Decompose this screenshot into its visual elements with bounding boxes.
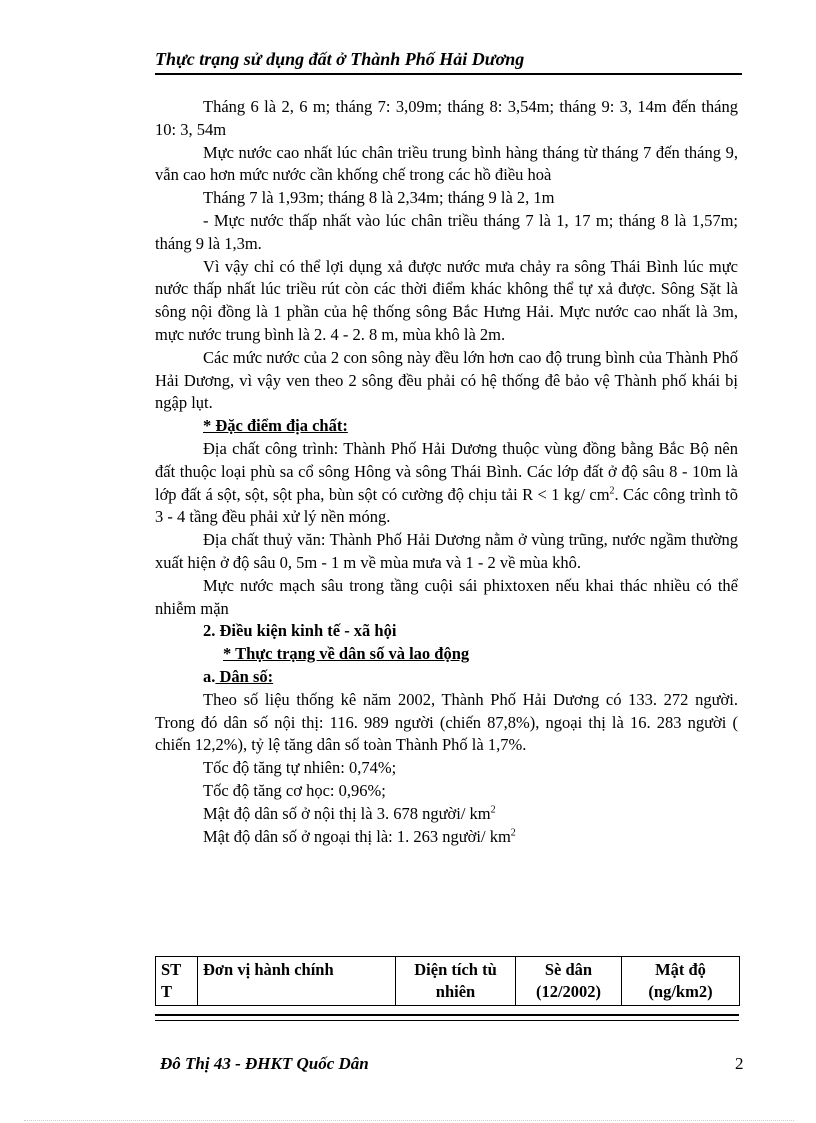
footer-text: Đô Thị 43 - ĐHKT Quốc Dân bbox=[160, 1054, 369, 1073]
paragraph: Mực nước cao nhất lúc chân triều trung bình hàng tháng từ tháng 7 đến tháng 9, vẫn cao hơn mức nước cần khống chế trong các hồ điều hoà bbox=[155, 142, 738, 185]
superscript: 2 bbox=[510, 827, 516, 838]
header-cell-density bbox=[622, 957, 740, 1006]
text: Địa chất công trình: Thành Phố Hải Dương thuộc vùng đồng bằng Bắc Bộ nên đất thuộc loại phù sa cổ sông Hông và sông Thái Bình. Các lớp đất ở độ sâu 8 - 10m là lớp đất á sột, sột, sột pha, bùn sột có cường độ chịu tải R < 1 kg/ cm bbox=[155, 438, 738, 504]
header-cell-population bbox=[516, 957, 622, 1006]
cell-line: Mật độ bbox=[655, 960, 706, 979]
heading-population bbox=[155, 666, 738, 689]
paragraph: Mực nước mạch sâu trong tầng cuội sái phixtoxen nếu khai thác nhiều có thể nhiễm mặn bbox=[155, 575, 738, 618]
text: Mật độ dân số ở ngoại thị là: 1. 263 người/ km bbox=[203, 826, 511, 846]
paragraph-density-suburban bbox=[155, 826, 738, 849]
footer-divider bbox=[155, 1014, 739, 1021]
page-bottom-divider bbox=[24, 1120, 794, 1121]
cell-line: nhiên bbox=[435, 982, 476, 1001]
text: Mật độ dân số ở nội thị là 3. 678 người/ km bbox=[203, 803, 491, 823]
text: . Các công trình tõ 3 - 4 tầng đều phải xử lý nền móng. bbox=[155, 484, 738, 527]
document-body bbox=[155, 96, 738, 848]
paragraph: Theo số liệu thống kê năm 2002, Thành Phố Hải Dương có 133. 272 người. Trong đó dân số nội thị: 116. 989 người (chiến 87,8%), ngoại thị là 16. 283 người ( chiến 12,2%), tỷ lệ tăng dân số toàn Thành Phố là 1,7%. bbox=[155, 689, 738, 755]
cell-line: Diện tích tù bbox=[414, 960, 497, 979]
header-cell-stt bbox=[156, 957, 198, 1006]
page-header-title: Thực trạng sử dụng đất ở Thành Phố Hải Dương bbox=[155, 48, 742, 75]
table-header-row bbox=[156, 957, 740, 1006]
superscript: 2 bbox=[490, 804, 496, 816]
paragraph: Tốc độ tăng cơ học: 0,96%; bbox=[203, 780, 386, 800]
table bbox=[155, 956, 740, 1006]
paragraph: Địa chất thuỷ văn: Thành Phố Hải Dương nằm ở vùng trũng, nước ngầm thường xuất hiện ở độ sâu 0, 5m - 1 m về mùa mưa và 1 - 2 về mùa khô. bbox=[155, 530, 738, 572]
heading-geology-text: * Đặc điểm địa chất: bbox=[203, 416, 348, 436]
cell-line: T bbox=[161, 982, 173, 1001]
header-cell-unit bbox=[198, 957, 396, 1006]
cell-line: Sè dân bbox=[544, 960, 593, 979]
heading-geology bbox=[155, 415, 738, 438]
paragraph: Tháng 6 là 2, 6 m; tháng 7: 3,09m; tháng 8: 3,54m; tháng 9: 3, 14m đến tháng 10: 3, 54m bbox=[155, 97, 738, 139]
cell-line: (ng/km2) bbox=[648, 982, 713, 1001]
header-cell-area bbox=[396, 957, 516, 1006]
paragraph-density-urban bbox=[155, 803, 738, 826]
paragraph: Tốc độ tăng tự nhiên: 0,74%; bbox=[203, 758, 397, 778]
paragraph: Tháng 7 là 1,93m; tháng 8 là 2,34m; tháng 9 là 2, 1m bbox=[203, 188, 555, 208]
page-number: 2 bbox=[735, 1054, 744, 1073]
cell-line: Đơn vị hành chính bbox=[203, 960, 334, 979]
cell-line: ST bbox=[161, 960, 182, 979]
paragraph: Các mức nước của 2 con sông này đều lớn hơn cao độ trung bình của Thành Phố Hải Dương, vì vậy ven theo 2 sông đều phải có hệ thống đê bảo vệ Thành phố khái bị ngập lụt. bbox=[155, 347, 738, 413]
cell-line: (12/2002) bbox=[535, 982, 602, 1001]
paragraph-engineering-geology bbox=[155, 438, 738, 529]
heading-section-2: 2. Điều kiện kinh tế - xã hội bbox=[203, 621, 397, 641]
paragraph: - Mực nước thấp nhất vào lúc chân triều tháng 7 là 1, 17 m; tháng 8 là 1,57m; tháng 9 là 1,3m. bbox=[155, 210, 738, 253]
heading-population-labor bbox=[155, 643, 738, 666]
superscript: 2 bbox=[609, 485, 615, 497]
heading-population-labor-text: * Thực trạng về dân số và lao động bbox=[223, 644, 470, 664]
population-table bbox=[155, 956, 739, 1006]
heading-population-text: Dân số: bbox=[215, 666, 274, 686]
heading-population-prefix: a. bbox=[203, 666, 216, 686]
paragraph: Vì vậy chỉ có thể lợi dụng xả được nước mưa chảy ra sông Thái Bình lúc mực nước thấp nhất lúc triều rút còn các thời điểm khác không thể tự xả được. Sông Sặt là sông nội đồng là 1 phần của hệ thống sông Bắc Hưng Hải. Mực nước cao nhất là 3m, mực nước trung bình là 2. 4 - 2. 8 m, mùa khô là 2m. bbox=[155, 256, 738, 344]
